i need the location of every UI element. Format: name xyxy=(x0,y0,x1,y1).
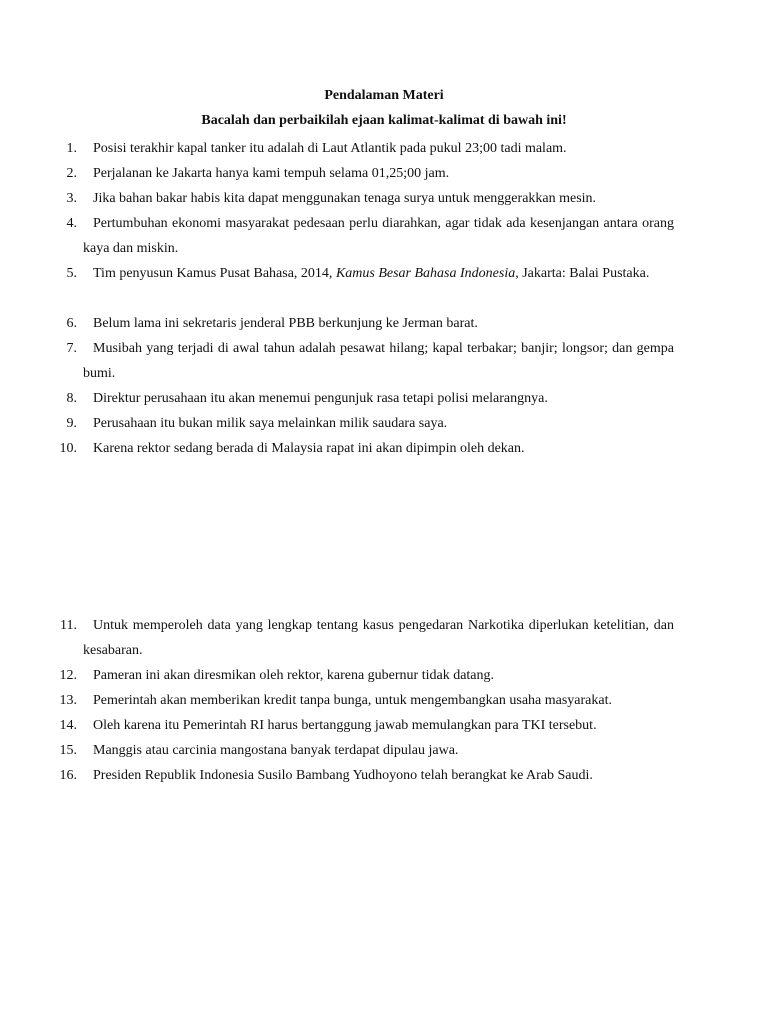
document-instruction: Bacalah dan perbaikilah ejaan kalimat-kalimat di bawah ini! xyxy=(201,113,567,128)
item-number: 16. xyxy=(59,768,77,783)
item-text: Karena rektor sedang berada di Malaysia rapat ini akan dipimpin oleh dekan. xyxy=(93,441,525,456)
item-text: Perusahaan itu bukan milik saya melainkan milik saudara saya. xyxy=(93,416,448,431)
item-number: 9. xyxy=(66,416,77,431)
item-text-part: Tim penyusun Kamus Pusat Bahasa, 2014, xyxy=(93,266,336,281)
document-title: Pendalaman Materi xyxy=(324,88,444,103)
item-text: Belum lama ini sekretaris jenderal PBB berkunjung ke Jerman barat. xyxy=(93,316,478,331)
item-text-part: , Jakarta: Balai Pustaka. xyxy=(515,266,650,281)
item-number: 7. xyxy=(66,341,77,356)
item-number: 10. xyxy=(59,441,77,456)
item-number: 6. xyxy=(66,316,77,331)
item-number: 2. xyxy=(66,166,77,181)
item-number: 5. xyxy=(66,266,77,281)
item-number: 8. xyxy=(66,391,77,406)
item-text: Pemerintah akan memberikan kredit tanpa bunga, untuk mengembangkan usaha masyarakat. xyxy=(93,693,612,708)
item-text: Untuk memperoleh data yang lengkap tentang kasus pengedaran Narkotika diperlukan ketelitian, dan kesabaran. xyxy=(83,618,674,658)
item-text: Musibah yang terjadi di awal tahun adalah pesawat hilang; kapal terbakar; banjir; longsor; dan gempa bumi. xyxy=(83,341,674,381)
item-number: 3. xyxy=(66,191,77,206)
item-text: Perjalanan ke Jakarta hanya kami tempuh selama 01,25;00 jam. xyxy=(93,166,450,181)
item-number: 4. xyxy=(66,216,77,231)
item-text: Pertumbuhan ekonomi masyarakat pedesaan perlu diarahkan, agar tidak ada kesenjangan antara orang kaya dan miskin. xyxy=(83,216,674,256)
item-text: Direktur perusahaan itu akan menemui pengunjuk rasa tetapi polisi melarangnya. xyxy=(93,391,548,406)
item-number: 1. xyxy=(66,141,77,156)
item-text: Manggis atau carcinia mangostana banyak terdapat dipulau jawa. xyxy=(93,743,459,758)
item-text: Jika bahan bakar habis kita dapat menggunakan tenaga surya untuk menggerakkan mesin. xyxy=(93,191,597,206)
item-number: 13. xyxy=(59,693,77,708)
item-text xyxy=(83,261,674,286)
item-text: Pameran ini akan diresmikan oleh rektor, karena gubernur tidak datang. xyxy=(93,668,495,683)
item-number: 15. xyxy=(59,743,77,758)
item-text: Oleh karena itu Pemerintah RI harus bertanggung jawab memulangkan para TKI tersebut. xyxy=(93,718,597,733)
item-number: 11. xyxy=(60,618,77,633)
item-text: Presiden Republik Indonesia Susilo Bambang Yudhoyono telah berangkat ke Arab Saudi. xyxy=(93,768,593,783)
item-number: 12. xyxy=(59,668,77,683)
item-text: Posisi terakhir kapal tanker itu adalah di Laut Atlantik pada pukul 23;00 tadi malam. xyxy=(93,141,567,156)
item-number: 14. xyxy=(59,718,77,733)
book-title: Kamus Besar Bahasa Indonesia xyxy=(335,266,516,281)
